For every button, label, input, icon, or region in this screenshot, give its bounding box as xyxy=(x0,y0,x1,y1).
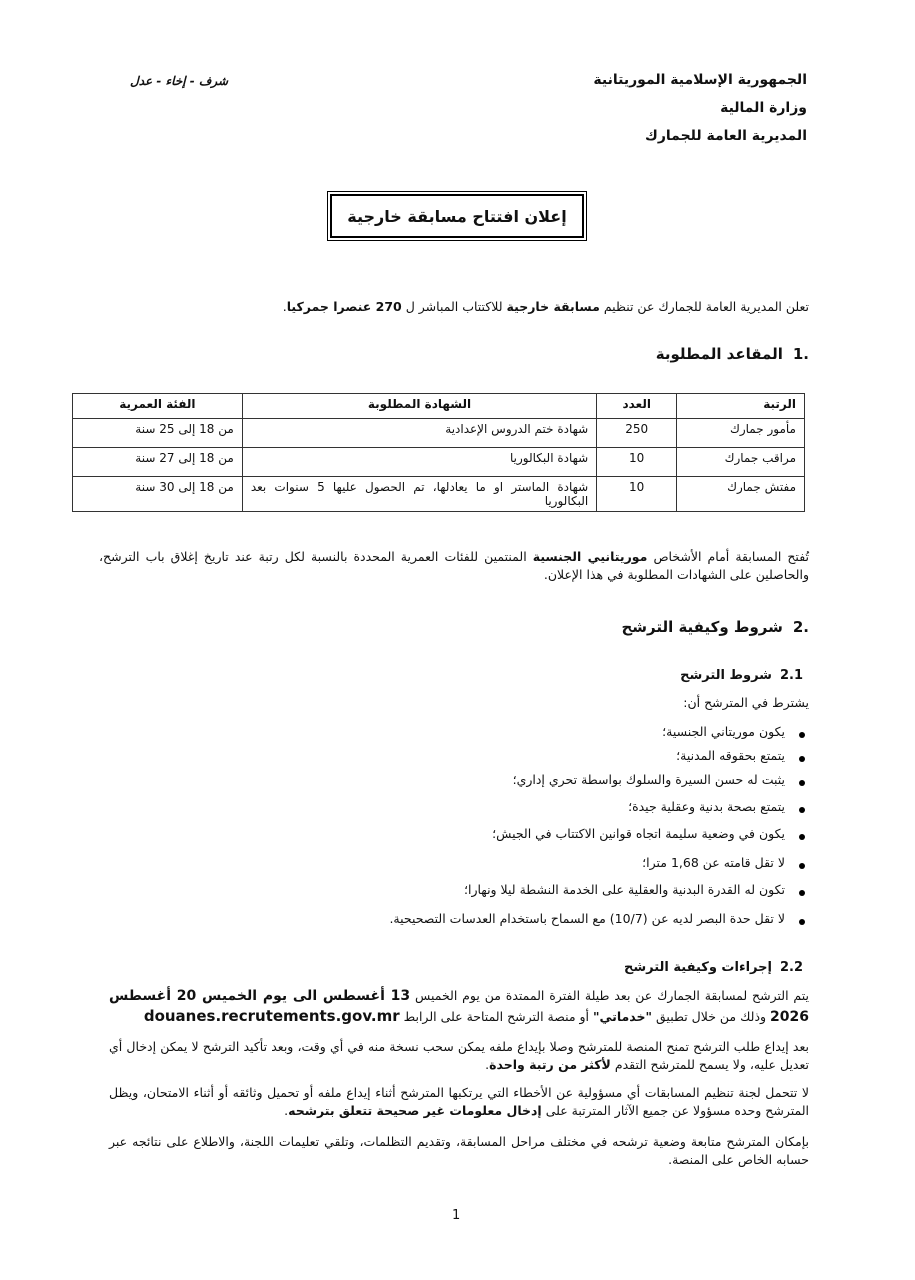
table-row xyxy=(73,477,805,512)
cell-count: 250 xyxy=(597,419,677,448)
list-item: لا تقل قامته عن 1,68 مترا؛ xyxy=(107,855,807,882)
procedure-text: يتم الترشح لمسابقة الجمارك عن بعد طيلة الفترة الممتدة من يوم الخميس xyxy=(410,988,809,1003)
procedure-bold-dates: 13 أغسطس الى يوم الخميس 20 أغسطس 2026 xyxy=(109,988,809,1025)
eligibility-paragraph xyxy=(99,548,809,584)
header-ministry: وزارة المالية xyxy=(720,100,807,116)
section-1-title: المقاعد المطلوبة xyxy=(655,345,783,363)
subsection-2-1-heading xyxy=(680,668,803,683)
col-age: الفئة العمرية xyxy=(73,394,243,419)
procedure-2-bold: لأكثر من رتبة واحدة xyxy=(489,1057,611,1072)
list-item: يتمتع بصحة بدنية وعقلية جيدة؛ xyxy=(107,799,807,826)
platform-link[interactable]: douanes.recrutements.gov.mr xyxy=(143,1007,400,1025)
cell-count: 10 xyxy=(597,477,677,512)
col-certificate: الشهادة المطلوبة xyxy=(242,394,596,419)
intro-paragraph xyxy=(109,298,809,316)
col-count: العدد xyxy=(597,394,677,419)
procedure-bold-app: "خدماتي" xyxy=(593,1009,653,1024)
subsection-2-2-number: 2.2 xyxy=(779,960,803,975)
cell-rank: مفتش جمارك xyxy=(677,477,805,512)
intro-bold-count: 270 عنصرا جمركيا xyxy=(286,299,402,314)
intro-text: تعلن المديرية العامة للجمارك عن تنظيم xyxy=(599,299,809,314)
list-item: لا تقل حدة البصر لديه عن (10/7) مع السماح باستخدام العدسات التصحيحية. xyxy=(107,911,807,935)
cell-certificate: شهادة الماستر او ما يعادلها، تم الحصول عليها 5 سنوات بعد البكالوريا xyxy=(242,477,596,512)
list-item: يتمتع بحقوقه المدنية؛ xyxy=(107,748,807,772)
intro-end: . xyxy=(282,299,287,314)
section-1-number: 1. xyxy=(792,345,809,363)
section-1-heading xyxy=(656,345,809,363)
header-directorate: المديرية العامة للجمارك xyxy=(645,128,807,144)
procedure-3-bold: إدخال معلومات غير صحيحة تتعلق بترشحه xyxy=(288,1103,542,1118)
conditions-list xyxy=(107,724,807,935)
eligibility-bold-nationality: موريتانيي الجنسية xyxy=(532,549,648,564)
table-row xyxy=(73,419,805,448)
section-2-number: 2. xyxy=(792,618,809,636)
list-item: يثبت له حسن السيرة والسلوك بواسطة تحري إداري؛ xyxy=(107,772,807,799)
cell-certificate: شهادة ختم الدروس الإعدادية xyxy=(242,419,596,448)
announcement-title-text: إعلان افتتاح مسابقة خارجية xyxy=(347,206,567,226)
subsection-2-2-title: إجراءات وكيفية الترشح xyxy=(624,960,772,975)
cell-age: من 18 إلى 30 سنة xyxy=(73,477,243,512)
subsection-2-1-title: شروط الترشح xyxy=(680,668,772,683)
header-country: الجمهورية الإسلامية الموريتانية xyxy=(593,72,807,88)
cell-age: من 18 إلى 27 سنة xyxy=(73,448,243,477)
procedure-3-text: لا تتحمل لجنة تنظيم المسابقات أي مسؤولية عن الأخطاء التي يرتكبها المترشح أثناء إيداع ملفه أو تحميل وثائقه أو أثناء الامتحان، ويظل المترشح وحده مسؤولا عن جميع الآثار المترتبة على xyxy=(109,1085,809,1118)
intro-bold-contest: مسابقة خارجية xyxy=(506,299,600,314)
national-motto: شرف - إخاء - عدل xyxy=(130,74,229,88)
cell-certificate: شهادة البكالوريا xyxy=(242,448,596,477)
conditions-intro: يشترط في المترشح أن: xyxy=(683,695,809,710)
cell-count: 10 xyxy=(597,448,677,477)
procedure-2-end: . xyxy=(485,1057,490,1072)
table-row xyxy=(73,448,805,477)
procedure-3-end: . xyxy=(284,1103,289,1118)
section-2-title: شروط وكيفية الترشح xyxy=(621,618,783,636)
procedure-paragraph-3 xyxy=(109,1084,809,1120)
procedure-paragraph-1 xyxy=(109,986,809,1027)
procedure-paragraph-2 xyxy=(109,1038,809,1074)
list-item: يكون موريتاني الجنسية؛ xyxy=(107,724,807,748)
section-2-heading xyxy=(621,618,809,636)
list-item: تكون له القدرة البدنية والعقلية على الخدمة النشطة ليلا ونهارا؛ xyxy=(107,882,807,911)
subsection-2-2-heading xyxy=(624,960,803,975)
eligibility-text: تُفتح المسابقة أمام الأشخاص xyxy=(647,549,809,564)
procedure-text-mid2: أو منصة الترشح المتاحة على الرابط xyxy=(399,1009,593,1024)
subsection-2-1-number: 2.1 xyxy=(779,668,803,683)
cell-rank: مراقب جمارك xyxy=(677,448,805,477)
procedure-2-text: بعد إيداع طلب الترشح تمنح المنصة للمترشح وصلا بإيداع ملفه يمكن سحب نسخة منه في أي وقت، وبعد تأكيد الترشح لا يمكن إدخال أي تعديل عليه، ولا يسمح للمترشح التقدم xyxy=(109,1039,809,1072)
announcement-title xyxy=(330,194,584,238)
intro-text-mid: للاكتتاب المباشر ل xyxy=(401,299,507,314)
table-header-row xyxy=(73,394,805,419)
seats-table xyxy=(72,393,805,512)
cell-rank: مأمور جمارك xyxy=(677,419,805,448)
procedure-text-mid: وذلك من خلال تطبيق xyxy=(652,1009,771,1024)
cell-age: من 18 إلى 25 سنة xyxy=(73,419,243,448)
col-rank: الرتبة xyxy=(677,394,805,419)
eligibility-text-rest: المنتمين للفئات العمرية المحددة بالنسبة لكل رتبة عند تاريخ إغلاق باب الترشح، والحاصلين على الشهادات المطلوبة في هذا الإعلان. xyxy=(99,549,809,582)
list-item: يكون في وضعية سليمة اتجاه قوانين الاكتتاب في الجيش؛ xyxy=(107,826,807,855)
procedure-paragraph-4: بإمكان المترشح متابعة وضعية ترشحه في مختلف مراحل المسابقة، وتقديم التظلمات، وتلقي تعليمات اللجنة، والاطلاع على نتائجه عبر حسابه الخاص على المنصة. xyxy=(109,1134,809,1167)
page-number: 1 xyxy=(452,1208,461,1223)
